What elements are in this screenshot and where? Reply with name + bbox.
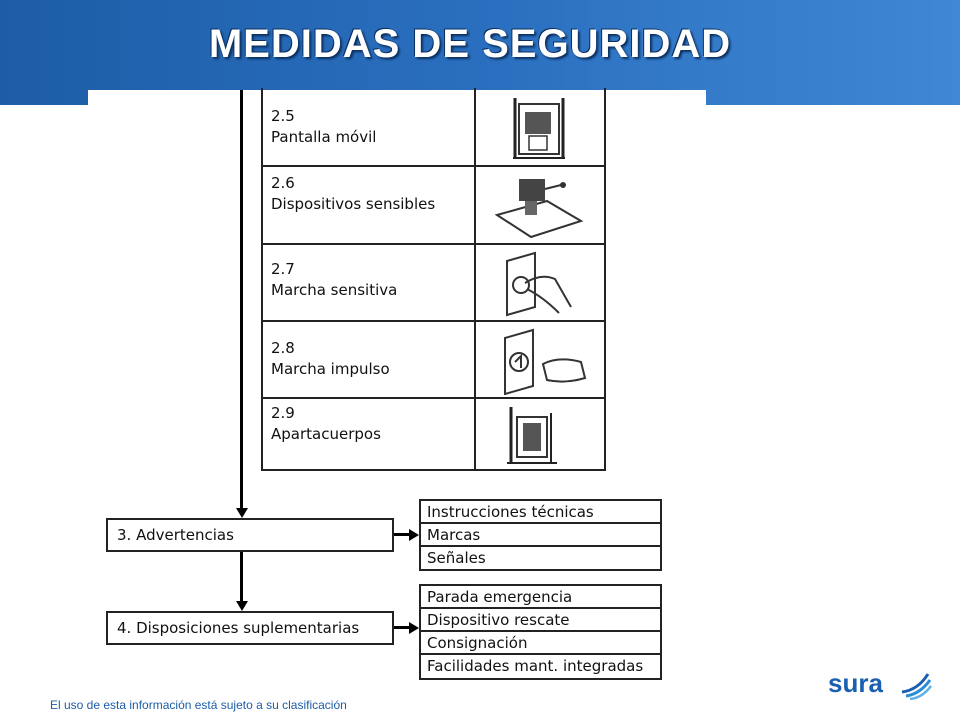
row-label: Marcha sensitiva: [271, 281, 398, 299]
table-row: [263, 167, 604, 245]
row-number: 2.8: [271, 339, 295, 357]
list-item: Instrucciones técnicas: [421, 501, 660, 524]
main-connector-line: [240, 90, 243, 508]
column-divider: [474, 167, 476, 243]
arrow-to-suplementarias-list: [409, 622, 419, 634]
advertencias-list: [419, 499, 662, 571]
row-label: Marcha impulso: [271, 360, 390, 378]
row-label: Apartacuerpos: [271, 425, 381, 443]
suplementarias-box: 4. Disposiciones suplementarias: [106, 611, 394, 645]
measures-table: [261, 88, 606, 471]
hand-press-icon: [485, 249, 595, 316]
sura-logo: [828, 664, 932, 702]
advertencias-connector: [394, 533, 410, 536]
row-label: Dispositivos sensibles: [271, 195, 436, 213]
body-guard-icon: [485, 403, 595, 467]
list-item: Consignación: [421, 632, 660, 655]
row-number: 2.6: [271, 174, 295, 192]
hand-pulse-icon: [485, 326, 595, 393]
advertencias-box: 3. Advertencias: [106, 518, 394, 552]
column-divider: [474, 88, 476, 165]
list-item: Facilidades mant. integradas: [427, 657, 644, 675]
wing-icon: [900, 666, 932, 700]
suplementarias-connector: [394, 626, 410, 629]
list-item: Señales: [427, 549, 486, 567]
column-divider: [474, 322, 476, 397]
table-row: [263, 88, 604, 167]
arrow-to-suplementarias: [236, 601, 248, 611]
page-title: MEDIDAS DE SEGURIDAD: [208, 22, 732, 66]
connector-line-lower: [240, 550, 243, 602]
footer-disclaimer: El uso de esta información está sujeto a su clasificación: [50, 698, 347, 712]
movable-screen-icon: [485, 92, 595, 161]
arrow-to-advertencias-list: [409, 529, 419, 541]
table-row: [263, 399, 604, 471]
table-row: [263, 245, 604, 322]
row-number: 2.9: [271, 404, 295, 422]
suplementarias-list: [419, 584, 662, 680]
sensitive-device-icon: [485, 171, 595, 239]
row-number: 2.7: [271, 260, 295, 278]
logo-text: sura: [828, 668, 883, 698]
row-label: Pantalla móvil: [271, 128, 377, 146]
arrow-to-advertencias: [236, 508, 248, 518]
row-number: 2.5: [271, 107, 295, 125]
column-divider: [474, 399, 476, 471]
list-item: Parada emergencia: [421, 586, 660, 609]
list-item: Marcas: [421, 524, 660, 547]
column-divider: [474, 245, 476, 320]
list-item: Dispositivo rescate: [421, 609, 660, 632]
table-row: [263, 322, 604, 399]
